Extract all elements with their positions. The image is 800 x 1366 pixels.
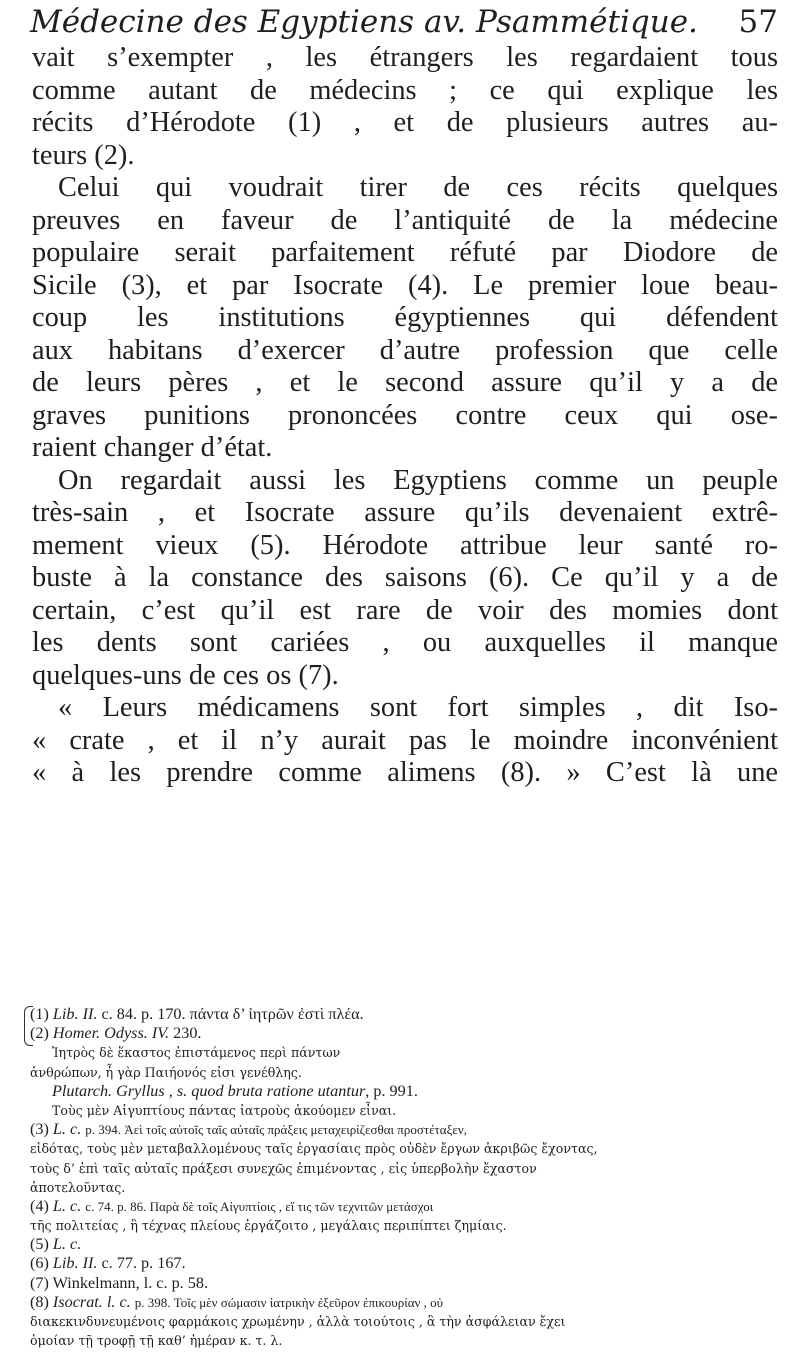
page-number: 57 <box>738 4 778 40</box>
footnote-8 <box>30 1293 776 1312</box>
body-line: Sicile (3), et par Isocrate (4). Le premier loue beau- <box>32 269 778 301</box>
running-title: Médecine des Egyptiens av. Psammétique. <box>30 4 698 40</box>
body-line: quelques-uns de ces os (7). <box>32 659 339 691</box>
body-line: de leurs pères , et le second assure qu’il y a de <box>32 367 778 398</box>
footnote-3 <box>30 1120 776 1139</box>
footnote-mark: (5) <box>30 1235 49 1254</box>
footnote-mark: (1) <box>30 1005 49 1023</box>
footnote-mark: (7) <box>30 1273 49 1292</box>
footnote-source: Isocrat. l. c. <box>52 1292 131 1311</box>
body-line: « Leurs médicamens sont fort simples , dit Iso- <box>58 692 778 723</box>
body-line: les dents sont cariées , ou auxquelles il manque <box>32 627 778 658</box>
footnote-5 <box>30 1235 776 1254</box>
footnote-greek-line: εἰδότας, τοὺς μὲν μεταβαλλομένους ταῖς ἐργασίαις πρὸς οὐδὲν ἔργων ἀκριβῶς ἔχοντας, <box>30 1141 598 1157</box>
body-line: buste à la constance des saisons (6). Ce qu’il y a de <box>32 562 778 593</box>
body-line: comme autant de médecins ; ce qui explique les <box>32 74 778 106</box>
footnote-1 <box>30 1005 776 1024</box>
footnote-greek-line: Τοὺς μὲν Αἰγυπτίους πάντας ἰατροὺς ἀκούομεν εἶναι. <box>52 1102 397 1118</box>
footnote-greek-line: τοὺς δ’ ἐπὶ ταῖς αὐταῖς πράξεσι συνεχῶς ἐπιμένοντας , εἰς ὑπερβολὴν ἔχαστον <box>30 1160 537 1176</box>
body-line: certain, c’est qu’il est rare de voir des momies dont <box>32 594 778 626</box>
footnote-mark: (3) <box>30 1120 49 1139</box>
footnote-mark: (2) <box>30 1024 49 1043</box>
body-line: vait s’exempter , les étrangers les regardaient tous <box>32 42 778 73</box>
body-line: On regardait aussi les Egyptiens comme un peuple <box>58 464 778 496</box>
footnote-greek-line: ὁμοίαν τῇ τροφῇ τῇ καθ’ ἡμέραν κ. τ. λ. <box>30 1333 283 1349</box>
body-line: Celui qui voudrait tirer de ces récits quelques <box>58 172 778 203</box>
running-header <box>30 4 778 40</box>
footnote-mark: (8) <box>30 1292 49 1311</box>
footnote-text: c. 77. p. 167. <box>101 1254 186 1273</box>
footnotes <box>30 1005 776 1350</box>
footnote-2 <box>30 1024 776 1043</box>
footnote-source: Plutarch. Gryllus , s. quod bruta ratione utantur <box>52 1081 366 1100</box>
body-line: « crate , et il n’y aurait pas le moindre inconvénient <box>32 724 778 756</box>
footnote-mark: (6) <box>30 1254 49 1273</box>
body-line: mement vieux (5). Hérodote attribue leur santé ro- <box>32 529 778 561</box>
body-line: graves punitions prononcées contre ceux qui ose- <box>32 399 778 431</box>
footnote-source: Lib. II. <box>52 1005 98 1023</box>
footnote-greek-line: ἀποτελοῦντας. <box>30 1179 126 1195</box>
body-line: teurs (2). <box>32 139 135 171</box>
footnote-6 <box>30 1254 776 1273</box>
footnote-text: p. 398. Τοῖς μὲν σώμασιν ἰατρικὴν ἐξεῦρον ἐπικουρίαν , οὐ <box>134 1294 444 1310</box>
footnote-text: , p. 991. <box>365 1081 418 1100</box>
footnote-text: c. 84. p. 170. πάντα δ’ ἰητρῶν ἐστὶ πλέα. <box>101 1005 364 1023</box>
footnote-text: p. 394. Ἀεὶ τοῖς αὐτοῖς ταῖς αὐταῖς πράξεις μεταχειρίζεσθαι προστέταξεν, <box>85 1122 467 1138</box>
footnote-4 <box>30 1197 776 1216</box>
body-line: coup les institutions égyptiennes qui défendent <box>32 302 778 333</box>
footnote-text: Winkelmann, l. c. p. 58. <box>52 1273 208 1292</box>
footnote-greek-line: διακεκινδυνευμένοις φαρμάκοις χρωμένην , ἀλλὰ τοιούτοις , ἃ τὴν ἀσφάλειαν ἔχει <box>30 1314 566 1329</box>
body-line: preuves en faveur de l’antiquité de la médecine <box>32 204 778 236</box>
body-line: raient changer d’état. <box>32 432 273 463</box>
footnote-source: Lib. II. <box>52 1254 98 1273</box>
body-line: « à les prendre comme alimens (8). » C’est là une <box>32 757 778 788</box>
footnote-text: c. 74. p. 86. Παρὰ δὲ τοῖς Αἰγυπτίοις , εἴ τις τῶν τεχνιτῶν μετάσχοι <box>85 1198 434 1214</box>
footnote-7 <box>30 1274 776 1293</box>
footnote-mark: (4) <box>30 1196 49 1215</box>
body-line: très-sain , et Isocrate assure qu’ils devenaient extrê- <box>32 497 778 528</box>
footnote-greek-line: ἀνθρώπων, ἦ γὰρ Παιήονός εἰσι γενέθλης. <box>30 1064 302 1080</box>
footnote-text: 230. <box>173 1024 202 1043</box>
footnote-greek-line: τῆς πολιτείας , ἢ τέχνας πλείους ἐργάζοιτο , μεγάλαις περιπίπτει ζημίαις. <box>30 1218 507 1234</box>
footnote-source: L. c. <box>52 1120 82 1139</box>
body-line: populaire serait parfaitement réfuté par Diodore de <box>32 237 778 268</box>
footnote-2-plutarch <box>30 1082 776 1101</box>
main-text <box>32 42 778 790</box>
body-line: récits d’Hérodote (1) , et de plusieurs autres au- <box>32 107 778 138</box>
footnote-source: Homer. Odyss. IV. <box>52 1024 170 1043</box>
footnote-source: L. c. <box>52 1235 82 1254</box>
body-line: aux habitans d’exercer d’autre profession que celle <box>32 334 778 366</box>
footnote-source: L. c. <box>52 1196 82 1215</box>
footnote-greek-line: Ἰητρὸς δὲ ἕκαστος ἐπιστάμενος περὶ πάντων <box>52 1045 341 1061</box>
